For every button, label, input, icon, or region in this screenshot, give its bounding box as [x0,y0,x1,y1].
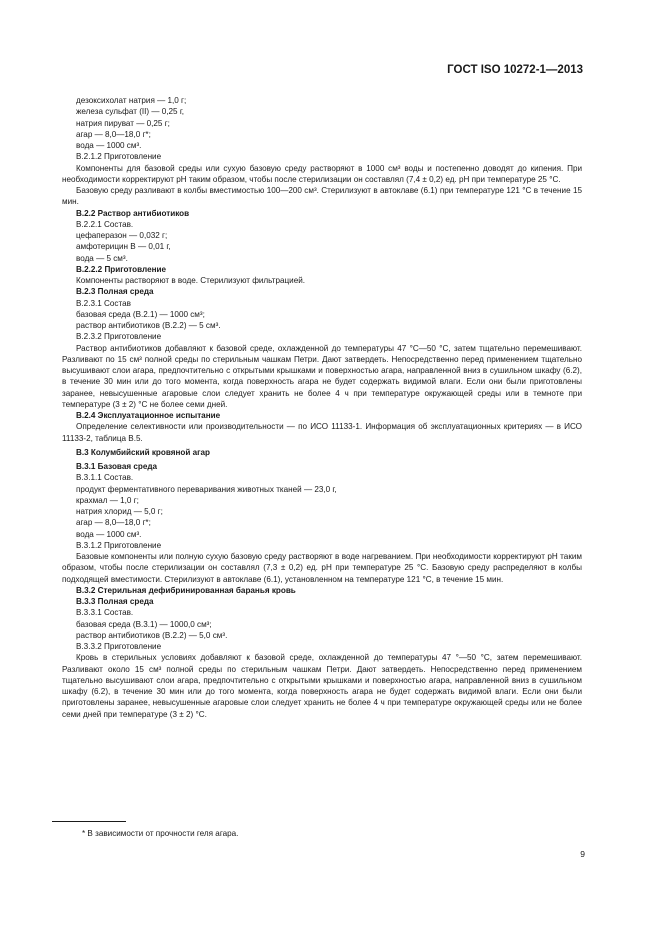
text-line: агар — 8,0—18,0 г*; [76,129,151,139]
text-line: В.3.3.2 Приготовление [76,642,162,651]
text-line: раствор антибиотиков (В.2.2) — 5,0 см³. [76,630,228,640]
text-line: Определение селективности или производительности — по ИСО 11133-1. Информация об эксплуатационных критериях — в ИСО 11133-2, таблица В.5. [62,422,582,443]
text-line: В.2.3.1 Состав [76,298,131,308]
text-line: В.3.1.1 Состав. [76,473,134,483]
text-line: дезоксихолат натрия — 1,0 г; [76,96,187,105]
page-number: 9 [580,849,585,859]
text-line: базовая среда (В.2.1) — 1000 см³; [76,309,205,319]
footnote-divider [52,821,126,822]
text-line: В.2.1.2 Приготовление [76,152,162,162]
text-line: натрия пируват — 0,25 г; [76,118,170,128]
text-line: Базовые компоненты или полную сухую базовую среду растворяют в воде нагреванием. При необходимости корректируют pH таким образом, чтобы после стерилизации он составлял (7,3 ± 0,2) ед. pH при температуре 25 °С. Базовую среду распределяют в колбы подходящей вместимости. Стерилизуют в автоклаве (6.1), установленном на температуре 121 °С, в течение 15 мин. [62,552,582,584]
text-line: В.3.3.1 Состав. [76,608,134,618]
text-line: Базовую среду разливают в колбы вместимостью 100—200 см³. Стерилизуют в автоклаве (6.1) при температуре 121 °С в течение 15 мин. [62,186,582,207]
text-line: В.2.3.2 Приготовление [76,332,162,342]
text-line: В.2.4 Эксплуатационное испытание [76,411,221,420]
footnote: * В зависимости от прочности геля агара. [82,829,239,838]
text-line: продукт ферментативного переваривания животных тканей — 23,0 г, [76,484,337,494]
text-line: вода — 1000 см³. [76,141,142,150]
text-line: натрия хлорид — 5,0 г; [76,507,163,516]
text-line: В.2.2.1 Состав. [76,219,134,229]
text-line: В.3.3 Полная среда [76,597,154,606]
text-line: В.3.1.2 Приготовление [76,540,162,550]
text-line: В.2.3 Полная среда [76,287,154,297]
text-line: раствор антибиотиков (В.2.2) — 5 см³. [76,321,221,330]
text-line: амфотерицин В — 0,01 г, [76,242,171,252]
document-header: ГОСТ ISO 10272-1—2013 [447,64,583,76]
text-line: Компоненты для базовой среды или сухую базовую среду растворяют в 1000 см³ воды и постепенно доводят до кипения. При необходимости корректируют pH таким образом, чтобы после стерилизации он составлял (7,4 ± 0,2) ед. pH при температуре 25 °С. [62,163,582,184]
text-line: вода — 5 см³. [76,253,128,263]
text-line: вода — 1000 см³. [76,529,142,539]
text-line: В.3 Колумбийский кровяной агар [76,447,210,457]
text-line: крахмал — 1,0 г; [76,495,139,505]
text-line: железа сульфат (II) — 0,25 г, [76,107,185,117]
text-line: В.2.2 Раствор антибиотиков [76,208,190,218]
text-line: В.2.2.2 Приготовление [76,264,167,274]
document-body [62,95,582,720]
text-line: В.3.2 Стерильная дефибринированная баранья кровь [76,585,296,595]
text-line: агар — 8,0—18,0 г*; [76,518,151,528]
text-line: В.3.1 Базовая среда [76,462,158,471]
text-line: Кровь в стерильных условиях добавляют к базовой среде, охлажденной до температуры 47 °—50 °С, затем перемешивают. Разливают около 15 см³ полной среды по стерильным чашкам Петри. Дают затвердеть. Непосредственно перед применением тщательно высушивают слои агара, предпочтительно с открытыми крышками и поверхностью агара, направленной вниз в сушильном шкафу (6.2), в течение 30 мин или до того момента, когда поверхность агара не будет содержать видимой влаги. Если они были приготовлены заранее, невысушенные агаровые слои следует хранить не более 4 ч при температуре окружающей среды или не более семи дней при температуре (3 ± 2) °С. [62,653,582,719]
text-line: Компоненты растворяют в воде. Стерилизуют фильтрацией. [76,276,306,285]
text-line: Раствор антибиотиков добавляют к базовой среде, охлажденной до температуры 47 °С—50 °С, затем тщательно перемешивают. Разливают по 15 см³ полной среды по стерильным чашкам Петри. Дают затвердеть. Непосредственно перед применением тщательно высушивают слои агара, предпочтительно с открытыми крышками и поверхностью агара, направленной вниз в сушильном шкафу (6.2), в течение 30 мин или до того момента, когда поверхность агара не будет содержать видимой влаги. Если они были приготовлены заранее, невысушенные агаровые слои следует хранить не более 4 ч при температуре окружающей среды или в темноте при температуре (3 ± 2) °С не более семи дней. [62,343,582,409]
text-line: базовая среда (В.3.1) — 1000,0 см³; [76,619,212,629]
text-line: цефаперазон — 0,032 г; [76,231,168,240]
